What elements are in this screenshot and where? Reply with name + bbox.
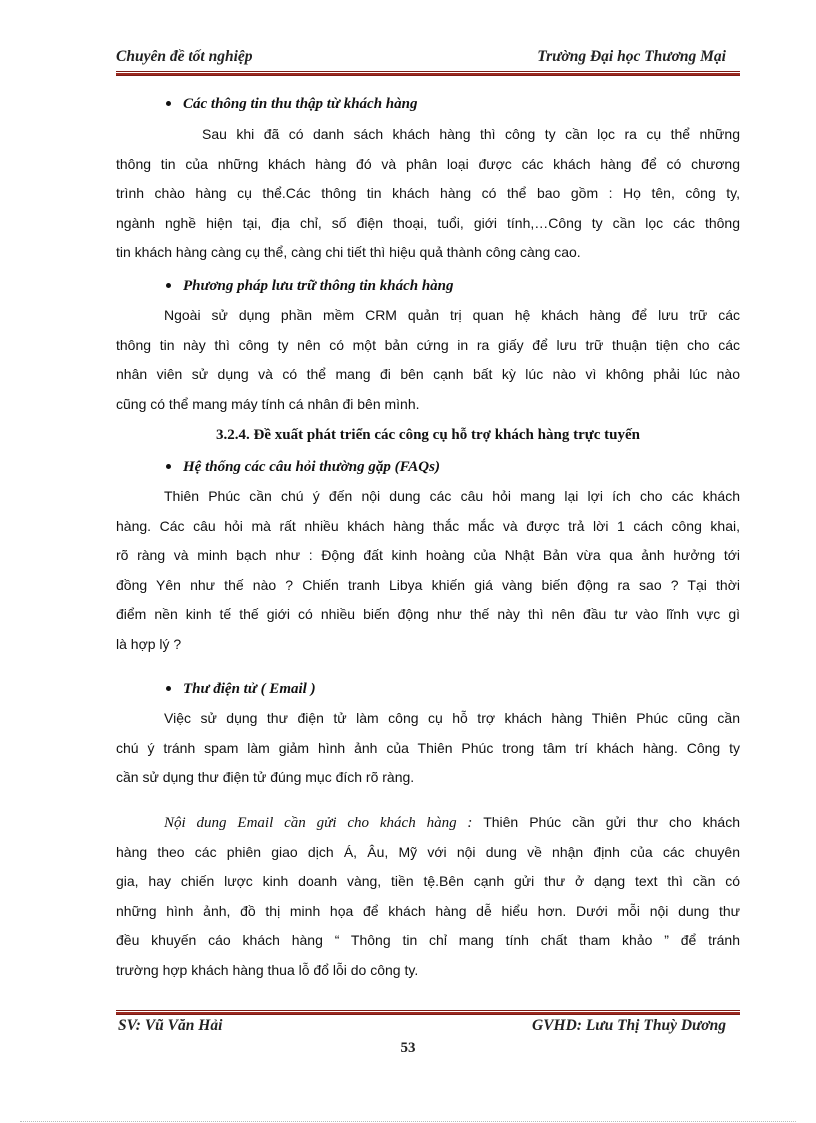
bullet-heading-storage-method — [166, 276, 454, 296]
text-line: điểm nền kinh tế thế giới có nhiều biến động như thế này thì nên đầu tư vào lĩnh vực gì — [116, 606, 740, 622]
text-line: trình chào hàng cụ thể.Các thông tin khách hàng có thể bao gồm : Họ tên, công ty, — [116, 185, 740, 201]
text-line: trường hợp khách hàng thua lỗ đổ lỗi do công ty. — [116, 961, 419, 978]
header-right-title: Trường Đại học Thương Mại — [537, 48, 726, 65]
text-line: đồng Yên như thế nào ? Chiến tranh Libya khiến giá vàng biến động ra sao ? Tại thời — [116, 576, 740, 593]
text-line: cũng có thể mang máy tính cá nhân đi bên mình. — [116, 395, 420, 412]
text-line: cần sử dụng thư điện tử đúng mục đích rõ ràng. — [116, 769, 415, 785]
page-footer — [116, 1017, 728, 1039]
text-line: Ngoài sử dụng phần mềm CRM quản trị quan hệ khách hàng để lưu trữ các — [164, 307, 740, 323]
bullet-heading-text: Các thông tin thu thập từ khách hàng — [183, 96, 418, 112]
footer-rule — [116, 1010, 740, 1015]
bullet-heading-email — [166, 679, 316, 699]
paragraph-email-content — [116, 808, 740, 985]
paragraph-customer-info — [116, 120, 740, 268]
section-subheading: 3.2.4. Đề xuất phát triển các công cụ hỗ trợ khách hàng trực tuyến — [216, 427, 640, 443]
bullet-icon — [166, 686, 171, 691]
bullet-heading-text: Phương pháp lưu trữ thông tin khách hàng — [183, 278, 454, 294]
text-line: hàng. Các câu hỏi mà rất nhiều khách hàng thắc mắc và được trả lời 1 cách công khai, — [116, 517, 740, 534]
paragraph-faqs — [116, 482, 740, 659]
bullet-icon — [166, 464, 171, 469]
text-line: thông tin này thì công ty nên có một bản cứng in ra giấy để lưu trữ thuận tiện cho các — [116, 336, 740, 353]
text-line: nhân viên sử dụng và có thể mang đi bên cạnh bất kỳ lúc nào vì không phải lúc nào — [116, 366, 740, 382]
page-header — [116, 48, 728, 70]
text-line: ngành nghề hiện tại, địa chỉ, số điện thoại, tuổi, giới tính,…Công ty cần lọc các thông — [116, 214, 740, 231]
bullet-heading-text: Hệ thống các câu hỏi thường gặp (FAQs) — [183, 459, 440, 475]
text-line: gia, hay chiến lược kinh doanh vàng, tiền tệ.Bên cạnh gửi thư ở dạng text thì cần có — [116, 873, 740, 889]
text-line: thông tin của những khách hàng đó và phân loại được các khách hàng để có chương — [116, 155, 740, 172]
footer-student: SV: Vũ Văn Hải — [118, 1017, 223, 1034]
text-line: tin khách hàng càng cụ thể, càng chi tiết thì hiệu quả thành công càng cao. — [116, 244, 581, 260]
email-content-first-line: Thiên Phúc cần gửi thư cho khách — [472, 814, 740, 830]
text-line: Thiên Phúc cần chú ý đến nội dung các câu hỏi mang lại lợi ích cho các khách — [164, 488, 740, 504]
page-bottom-divider — [20, 1121, 796, 1122]
bullet-heading-text: Thư điện tử ( Email ) — [183, 681, 316, 697]
text-line: những hình ảnh, đồ thị minh họa để khách hàng dễ hiểu hơn. Dưới mỗi nội dung thư — [116, 902, 740, 919]
footer-advisor: GVHD: Lưu Thị Thuỳ Dương — [532, 1017, 726, 1034]
header-left-title: Chuyên đề tốt nghiệp — [116, 48, 253, 65]
text-line: Sau khi đã có danh sách khách hàng thì công ty cần lọc ra cụ thể những — [202, 126, 740, 142]
page-number: 53 — [400, 1040, 416, 1056]
text-line — [116, 808, 740, 838]
text-line: đều khuyến cáo khách hàng “ Thông tin chỉ mang tính chất tham khảo ” để tránh — [116, 932, 740, 948]
header-rule — [116, 71, 740, 76]
bullet-heading-faqs — [166, 457, 440, 477]
bullet-heading-customer-info — [166, 94, 418, 114]
text-line: hàng theo các phiên giao dịch Á, Âu, Mỹ với nội dung về nhận định của các chuyên — [116, 843, 740, 860]
text-line: chú ý tránh spam làm giảm hình ảnh của Thiên Phúc trong tâm trí khách hàng. Công ty — [116, 739, 740, 756]
text-line: Việc sử dụng thư điện tử làm công cụ hỗ trợ khách hàng Thiên Phúc cũng cần — [164, 710, 740, 726]
bullet-icon — [166, 101, 171, 106]
paragraph-storage-method — [116, 301, 740, 419]
bullet-icon — [166, 283, 171, 288]
email-content-label: Nội dung Email cần gửi cho khách hàng : — [164, 815, 473, 831]
paragraph-email — [116, 704, 740, 793]
text-line: rõ ràng và minh bạch như : Động đất kinh hoàng của Nhật Bản vừa qua ảnh hưởng tới — [116, 547, 740, 563]
text-line: là hợp lý ? — [116, 635, 182, 652]
